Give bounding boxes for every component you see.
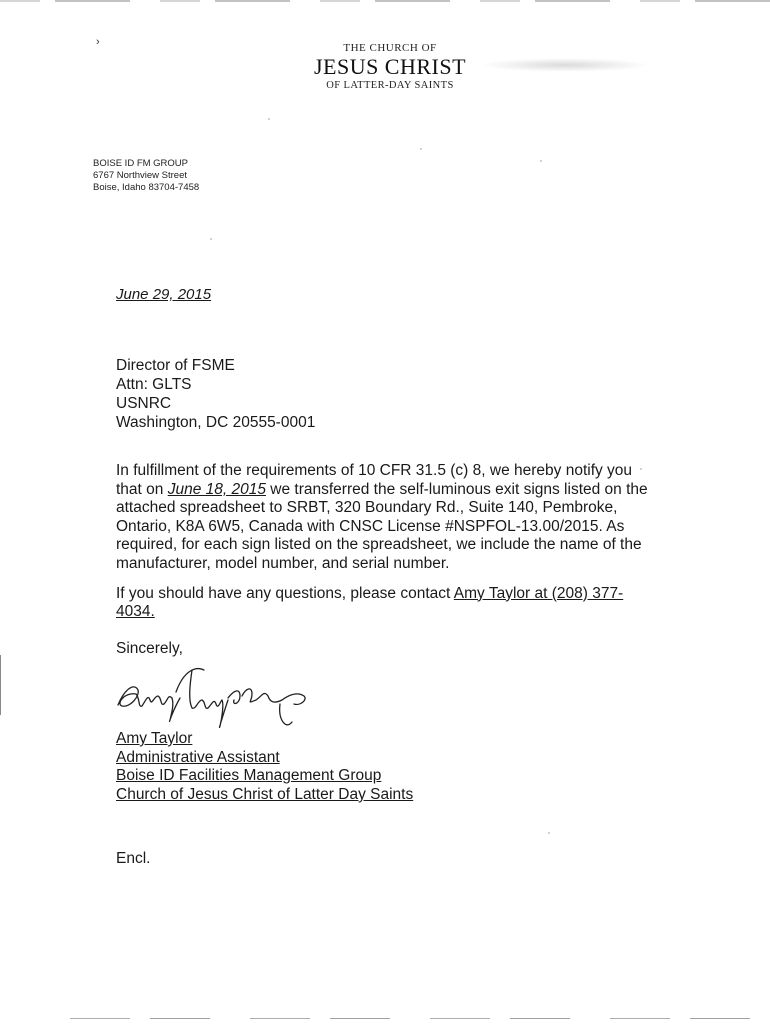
sender-line: Boise, Idaho 83704-7458 (93, 182, 200, 193)
scan-speck (210, 238, 212, 240)
recipient-line: Director of FSME (116, 357, 235, 374)
scan-artifact-bottom (70, 1018, 760, 1019)
contact-info: Amy Taylor at (208) 377-4034. (116, 584, 624, 621)
sender-line: BOISE ID FM GROUP (93, 158, 189, 169)
recipient-line: USNRC (116, 395, 172, 412)
handwritten-signature (110, 660, 330, 740)
signer-org: Church of Jesus Christ of Latter Day Saints (116, 785, 414, 803)
body-paragraph-1 (116, 462, 661, 574)
recipient-address (116, 356, 315, 432)
body-text-segment: If you should have any questions, please contact (116, 584, 454, 602)
letterhead-line1: THE CHURCH OF (343, 42, 437, 54)
signer-group: Boise ID Facilities Management Group (116, 767, 382, 785)
recipient-line: Attn: GLTS (116, 376, 192, 393)
letterhead (290, 42, 490, 91)
letterhead-line3: OF LATTER-DAY SAINTS (326, 80, 454, 91)
closing: Sincerely, (116, 640, 183, 657)
scan-artifact-top (0, 0, 770, 2)
signer-name: Amy Taylor (116, 730, 193, 747)
scan-speck (540, 160, 542, 162)
body-text-segment: In fulfillment of the requirements of 10 CFR 31.5 (c) 8, we hereby notify you that on (116, 462, 633, 498)
scan-speck (640, 468, 642, 470)
scan-speck (548, 832, 550, 834)
letterhead-smudge (480, 58, 650, 72)
body-text-segment: we transferred the self-luminous exit signs listed on the attached spreadsheet to SRBT, 320 Boundary Rd., Suite 140, Pembroke, Ontario, K8A 6W5, Canada with CNSC License #NSPFOL-13.00/2015. As required, for each sign listed on the spreadsheet, we include the name of the manufacturer, model number, and serial number. (116, 480, 648, 572)
letterhead-title: JESUS CHRIST (313, 54, 467, 79)
transfer-date: June 18, 2015 (167, 480, 266, 498)
scan-edge-mark (0, 655, 1, 715)
signer-title: Administrative Assistant (116, 748, 280, 766)
recipient-line: Washington, DC 20555-0001 (116, 414, 316, 431)
signature-block (116, 730, 413, 804)
letter-body (116, 462, 661, 633)
sender-line: 6767 Northview Street (93, 170, 187, 181)
scan-speck (420, 148, 422, 150)
enclosure-note: Encl. (116, 850, 151, 867)
sender-address (93, 158, 199, 194)
letter-date: June 29, 2015 (116, 286, 212, 303)
body-paragraph-2 (116, 585, 661, 622)
scan-speck (268, 118, 270, 120)
scan-mark: › (96, 36, 100, 48)
